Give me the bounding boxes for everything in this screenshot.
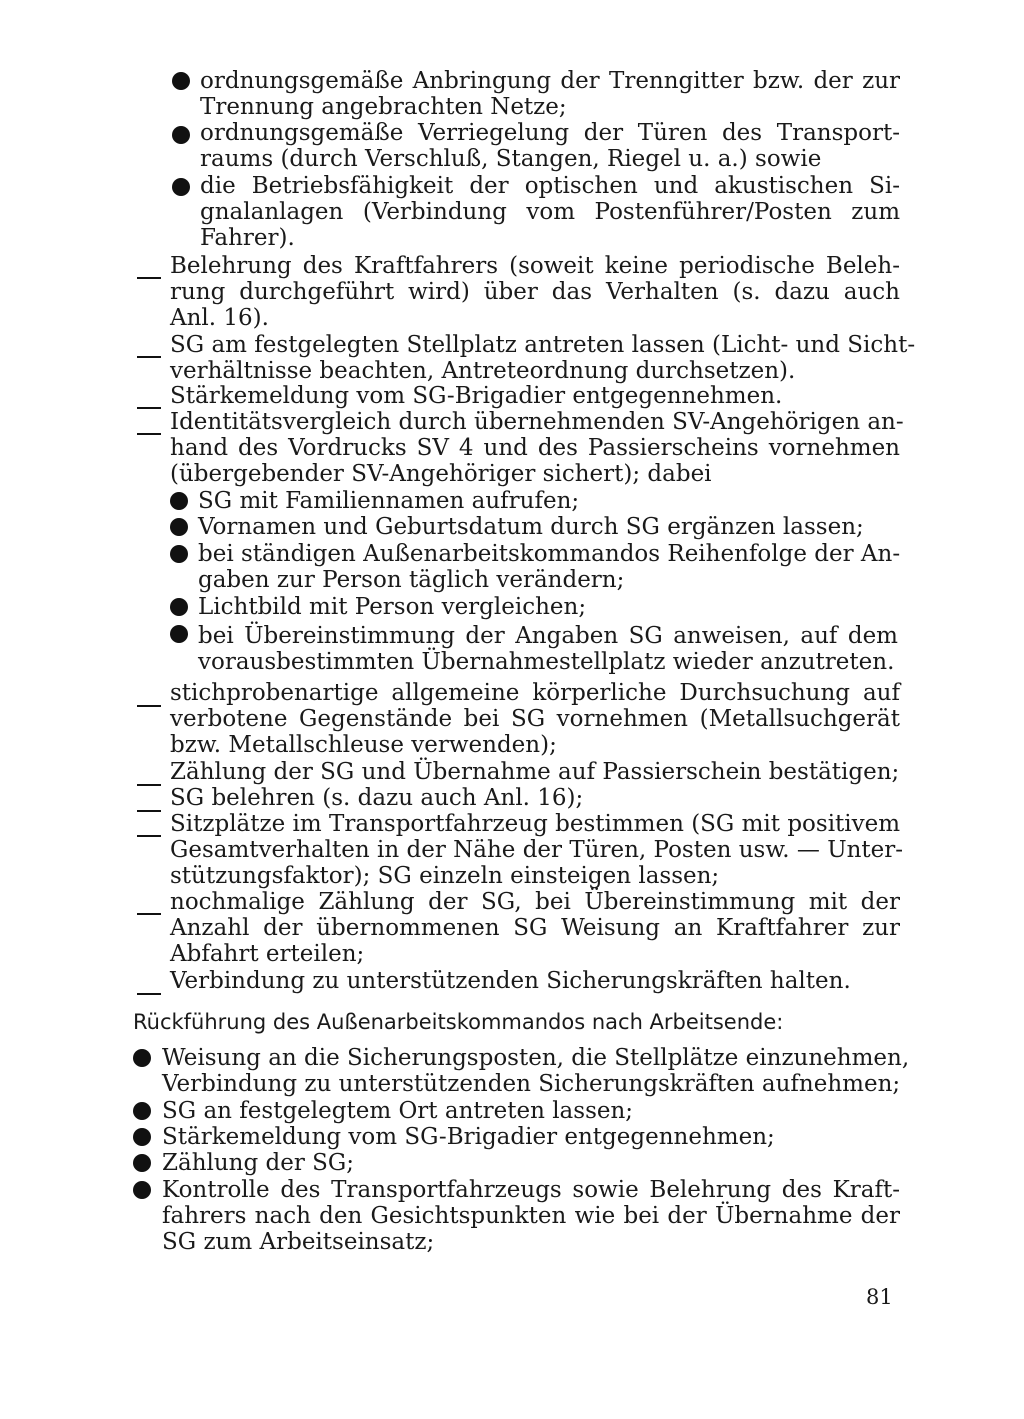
list-item [170, 759, 900, 785]
text-line: gnalanlagen (Verbindung vom Postenführer/Posten zum [200, 199, 900, 225]
text-line: vorausbestimmten Übernahmestellplatz wieder anzutreten. [198, 649, 895, 675]
text-line: Anl. 16). [170, 305, 269, 331]
text-line: (übergebender SV-Angehöriger sichert); dabei [170, 461, 712, 487]
text-line: fahrers nach den Gesichtspunkten wie bei der Übernahme der [162, 1203, 900, 1229]
dash-icon [137, 900, 161, 919]
text-line: Identitätsvergleich durch übernehmenden SV-Angehörigen an- [170, 409, 904, 435]
text-line: verhältnisse beachten, Antreteordnung durchsetzen). [170, 358, 796, 384]
text-line: Weisung an die Sicherungsposten, die Stellplätze einzunehmen, [162, 1045, 910, 1071]
dash-icon [137, 822, 161, 841]
text-line: Stärkemeldung vom SG-Brigadier entgegennehmen; [162, 1124, 775, 1150]
text-line: SG mit Familiennamen aufrufen; [198, 488, 580, 514]
text-line: gaben zur Person täglich verändern; [198, 567, 625, 593]
text-line: Vornamen und Geburtsdatum durch SG ergänzen lassen; [198, 514, 864, 540]
bullet-icon [133, 1049, 151, 1071]
text-line: Stärkemeldung vom SG-Brigadier entgegennehmen. [170, 383, 783, 409]
list-item [170, 889, 900, 967]
text-line: bei Übereinstimmung der Angaben SG anweisen, auf dem [198, 623, 898, 649]
list-item [170, 332, 916, 384]
list-item [198, 623, 898, 675]
bullet-icon [133, 1181, 151, 1203]
list-item [170, 968, 900, 994]
list-item [162, 1045, 910, 1097]
text-line: ordnungsgemäße Verriegelung der Türen des Transport- [200, 120, 900, 146]
dash-icon [137, 692, 161, 711]
text-line: Fahrer). [200, 225, 295, 251]
text-line: Zählung der SG; [162, 1150, 355, 1176]
text-line: Gesamtverhalten in der Nähe der Türen, Posten usw. — Unter- [170, 837, 904, 863]
text-line: bei ständigen Außenarbeitskommandos Reihenfolge der An- [198, 541, 901, 567]
text-line: Sitzplätze im Transportfahrzeug bestimmen (SG mit positivem [170, 811, 901, 837]
text-line: raums (durch Verschluß, Stangen, Riegel u. a.) sowie [200, 146, 822, 172]
text-line: Trennung angebrachten Netze; [200, 94, 567, 120]
text-line: Belehrung des Kraftfahrers (soweit keine periodische Beleh- [170, 253, 900, 279]
dash-icon [137, 980, 161, 999]
list-item [162, 1124, 900, 1150]
text-line: ordnungsgemäße Anbringung der Trenngitter bzw. der zur [200, 68, 900, 94]
bullet-icon [170, 598, 188, 620]
text-line: Verbindung zu unterstützenden Sicherungskräften halten. [170, 968, 851, 994]
dash-icon [137, 394, 161, 413]
bullet-icon [170, 492, 188, 514]
list-item [170, 680, 900, 758]
text-line: Anzahl der übernommenen SG Weisung an Kraftfahrer zur [170, 915, 900, 941]
list-item [170, 785, 900, 811]
text-line: Zählung der SG und Übernahme auf Passierschein bestätigen; [170, 759, 900, 785]
dash-icon [137, 343, 161, 362]
text-line: SG zum Arbeitseinsatz; [162, 1229, 435, 1255]
list-item [200, 68, 900, 120]
text-line: stichprobenartige allgemeine körperliche Durchsuchung auf [170, 680, 900, 706]
text-line: SG belehren (s. dazu auch Anl. 16); [170, 785, 584, 811]
text-line: nochmalige Zählung der SG, bei Übereinstimmung mit der [170, 889, 900, 915]
text-line: Kontrolle des Transportfahrzeugs sowie Belehrung des Kraft- [162, 1177, 900, 1203]
list-item [162, 1150, 900, 1176]
list-item [162, 1098, 900, 1124]
list-item [198, 594, 898, 620]
text-line: rung durchgeführt wird) über das Verhalten (s. dazu auch [170, 279, 900, 305]
list-item [162, 1177, 900, 1255]
text-line: Verbindung zu unterstützenden Sicherungskräften aufnehmen; [162, 1071, 901, 1097]
dash-icon [137, 797, 161, 816]
dash-icon [137, 420, 161, 439]
bullet-icon [133, 1128, 151, 1150]
dash-icon [137, 771, 161, 790]
list-item [170, 383, 900, 409]
bullet-icon [172, 72, 190, 94]
bullet-icon [170, 625, 188, 647]
list-item [198, 541, 901, 593]
page-number: 81 [866, 1285, 893, 1309]
text-line: Lichtbild mit Person vergleichen; [198, 594, 587, 620]
dash-icon [137, 264, 161, 283]
bullet-icon [133, 1154, 151, 1176]
list-item [170, 253, 900, 331]
text-line: bzw. Metallschleuse verwenden); [170, 732, 557, 758]
list-item [170, 811, 904, 889]
bullet-icon [172, 178, 190, 200]
bullet-icon [170, 518, 188, 540]
bullet-icon [172, 126, 190, 148]
text-line: stützungsfaktor); SG einzeln einsteigen lassen; [170, 863, 720, 889]
bullet-icon [133, 1102, 151, 1124]
list-item [200, 173, 900, 251]
text-line: SG an festgelegtem Ort antreten lassen; [162, 1098, 634, 1124]
text-line: Abfahrt erteilen; [170, 941, 365, 967]
list-item [198, 488, 898, 514]
list-item [200, 120, 900, 172]
text-line: hand des Vordrucks SV 4 und des Passierscheins vornehmen [170, 435, 900, 461]
list-item [170, 409, 904, 487]
text-line: verbotene Gegenstände bei SG vornehmen (Metallsuchgerät [170, 706, 900, 732]
bullet-icon [170, 545, 188, 567]
list-item [198, 514, 898, 540]
section-heading: Rückführung des Außenarbeitskommandos nach Arbeitsende: [133, 1010, 784, 1034]
text-line: die Betriebsfähigkeit der optischen und akustischen Si- [200, 173, 900, 199]
text-line: SG am festgelegten Stellplatz antreten lassen (Licht- und Sicht- [170, 332, 916, 358]
